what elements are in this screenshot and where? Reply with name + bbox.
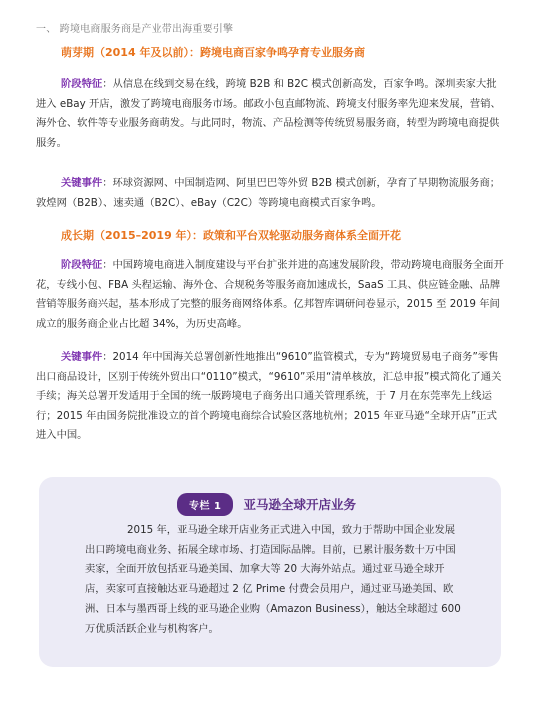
stage2-events-label: 关键事件 xyxy=(61,351,103,363)
running-header: 一、 跨境电商服务商是产业带出海重要引擎 xyxy=(36,24,234,35)
column-body xyxy=(85,521,465,639)
column-badge: 专栏 1 xyxy=(177,493,233,516)
column-title: 亚马逊全球开店业务 xyxy=(243,497,356,512)
stage1-features-text: ：从信息在线到交易在线，跨境 B2B 和 B2C 模式创新高发，百家争鸣。深圳卖家大批进入 eBay 开店，激发了跨境电商服务市场。邮政小包直邮物流、跨境支付服务率先迎来发展，营销、海外仓、软件等专业服务商萌发。与此同时，物流、产品检测等传统贸易服务商，转型为跨境电商提供服务。 xyxy=(36,78,501,149)
stage2-events-paragraph xyxy=(36,348,504,446)
stage1-events-paragraph xyxy=(36,174,504,213)
stage1-features-paragraph xyxy=(36,75,504,153)
stage1-title: 萌芽期（2014 年及以前）：跨境电商百家争鸣孕育专业服务商 xyxy=(61,46,365,59)
stage1-events-text: ：环球资源网、中国制造网、阿里巴巴等外贸 B2B 模式创新，孕育了早期物流服务商；敦煌网（B2B）、速卖通（B2C）、eBay（C2C）等跨境电商模式百家争鸣。 xyxy=(36,177,501,209)
stage2-features-label: 阶段特征 xyxy=(61,259,103,271)
stage2-features-text: ：中国跨境电商进入制度建设与平台扩张并进的高速发展阶段，带动跨境电商服务全面开花，专线小包、FBA 头程运输、海外仓、合规税务等服务商加速成长，SaaS 工具、供应链金融、品牌营销等服务商兴起，基本形成了完整的服务商网络体系。亿邦智库调研问卷显示，2015 至 2019 年间成立的服务商企业占比超 34%，为历史高峰。 xyxy=(36,259,504,330)
stage1-features-label: 阶段特征 xyxy=(61,78,103,90)
column-header xyxy=(177,493,356,515)
stage2-features-paragraph xyxy=(36,256,504,334)
column-box xyxy=(39,477,501,667)
stage1-events-label: 关键事件 xyxy=(61,177,103,189)
stage2-events-text: ：2014 年中国海关总署创新性地推出“9610”监管模式，专为“跨境贸易电子商务”零售出口商品设计，区别于传统外贸出口“0110”模式，“9610”采用“清单核放，汇总申报”模式简化了通关手续；海关总署开发适用于全国的统一版跨境电子商务出口通关管理系统，于 7 月在东莞率先上线运行；2015 年由国务院批准设立的首个跨境电商综合试验区落地杭州；2015 年亚马逊“全球开店”正式进入中国。 xyxy=(36,351,502,442)
stage2-title: 成长期（2015–2019 年）：政策和平台双轮驱动服务商体系全面开花 xyxy=(61,229,402,242)
column-text: 2015 年，亚马逊全球开店业务正式进入中国，致力于帮助中国企业发展出口跨境电商业务、拓展全球市场、打造国际品牌。目前，已累计服务数十万中国卖家，全面开放包括亚马逊美国、加拿大等 20 大海外站点。通过亚马逊全球开店，卖家可直接触达亚马逊超过 2 亿 Prime 付费会员用户，通过亚马逊美国、欧洲、日本与墨西哥上线的亚马逊企业购（Amazon Business），触达全球超过 600 万优质活跃企业与机构客户。 xyxy=(85,524,461,635)
